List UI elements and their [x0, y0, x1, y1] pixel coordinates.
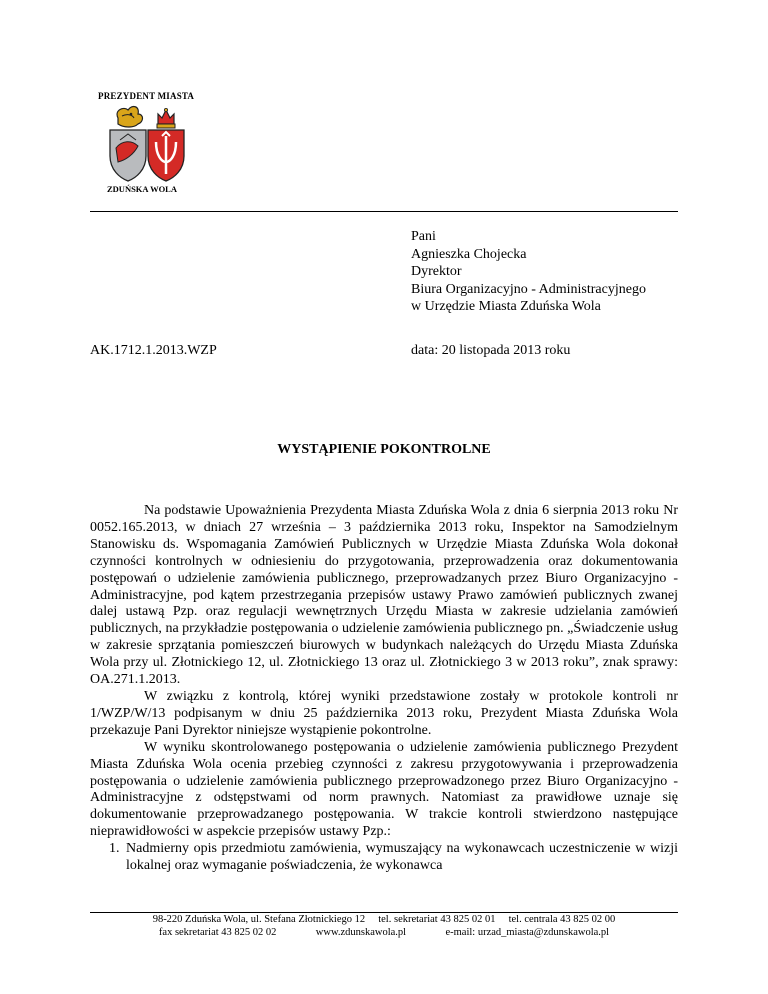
right-shield	[148, 130, 184, 181]
body-paragraph: W związku z kontrolą, której wyniki przedstawione zostały w protokole kontroli nr 1/WZP/W/13 podpisanym w dniu 25 października 2013 roku, Prezydent Miasta Zduńska Wola przekazuje Pani Dyrektor niniejsze wystąpienie pokontrolne.	[90, 688, 678, 738]
lion-emblem	[117, 107, 142, 127]
recipient-position: Dyrektor	[411, 264, 462, 279]
crown-emblem	[157, 108, 175, 128]
list-item: 1. Nadmierny opis przedmiotu zamówienia, wymuszający na wykonawcach uczestniczenie w wizji lokalnej oraz wymaganie poświadczenia, że wykonawca	[123, 841, 678, 875]
recipient-salutation: Pani	[411, 229, 436, 244]
recipient-address	[411, 228, 646, 316]
header-divider	[90, 211, 678, 212]
footer-web-line: fax sekretariat 43 825 02 02 www.zdunskawola.pl e-mail: urzad_miasta@zdunskawola.pl	[158, 927, 610, 938]
body-paragraph: Na podstawie Upoważnienia Prezydenta Miasta Zduńska Wola z dnia 6 sierpnia 2013 roku Nr 0052.165.2013, w dniach 27 września – 3 października 2013 roku, Inspektor na Samodzielnym Stanowisku ds. Wspomagania Zamówień Publicznych w Urzędzie Miasta Zduńska Wola dokonał czynności kontrolnych w odniesieniu do przygotowania, przeprowadzenia oraz dokumentowania postępowań o udzielenie zamówienia publicznego, przeprowadzanych przez Biuro Organizacyjno - Administracyjne, pod kątem przestrzegania przepisów ustawy Prawo zamówień publicznych zwanej dalej ustawą Pzp. oraz regulacji wewnętrznych Urzędu Miasta w zakresie udzielania zamówień publicznych, na przykładzie postępowania o udzielenie zamówienia publicznego pn. „Świadczenie usług w zakresie sprzątania pomieszczeń biurowych w budynkach należących do Urzędu Miasta Zduńska Wola przy ul. Złotnickiego 12, ul. Złotnickiego 13 oraz ul. Złotnickiego 3 w 2013 roku”, znak sprawy: OA.271.1.2013.	[90, 503, 678, 688]
recipient-office: w Urzędzie Miasta Zduńska Wola	[411, 299, 601, 314]
document-title: WYSTĄPIENIE POKONTROLNE	[277, 442, 491, 457]
document-date: data: 20 listopada 2013 roku	[411, 343, 571, 358]
findings-list	[90, 841, 678, 875]
footer-divider	[90, 912, 678, 913]
document-body	[90, 503, 678, 875]
city-crest-logo	[104, 104, 190, 184]
body-paragraph: W wyniku skontrolowanego postępowania o udzielenie zamówienia publicznego Prezydent Miasta Zduńska Wola ocenia przebieg czynności z zakresu przygotowywania i przeprowadzenia postępowania o udzielenie zamówienia publicznego przeprowadzonego przez Biuro Organizacyjno - Administracyjne z odstępstwami od norm prawnych. Natomiast za prawidłowe uznaje się dokumentowanie przeprowadzanego postępowania. W trakcie kontroli stwierdzono następujące nieprawidłowości w aspekcie przepisów ustawy Pzp.:	[90, 739, 678, 840]
recipient-name: Agnieszka Chojecka	[411, 246, 527, 262]
reference-number: AK.1712.1.2013.WZP	[90, 343, 217, 358]
footer-contact-line: 98-220 Zduńska Wola, ul. Stefana Złotnickiego 12 tel. sekretariat 43 825 02 01 tel. centrala 43 825 02 00	[152, 914, 616, 925]
recipient-department: Biura Organizacyjno - Administracyjnego	[411, 281, 646, 297]
left-shield	[110, 130, 146, 181]
logo-title: PREZYDENT MIASTA	[98, 91, 195, 101]
logo-caption: ZDUŃSKA WOLA	[107, 184, 177, 194]
